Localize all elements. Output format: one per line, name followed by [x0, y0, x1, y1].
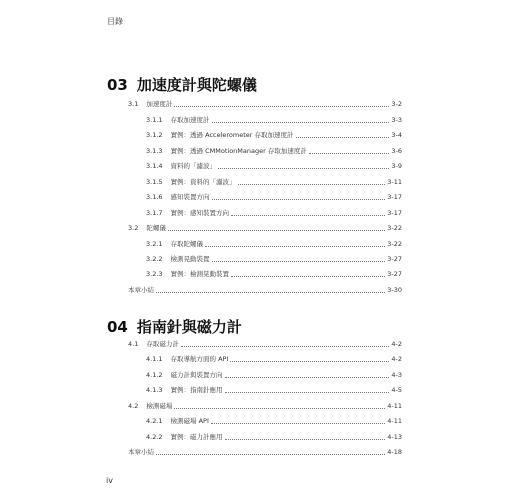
toc-leader-dots [296, 136, 390, 138]
toc-entry[interactable] [146, 384, 402, 396]
toc-section-number: 3.2 [128, 224, 139, 232]
chapter-number: 03 [107, 76, 128, 94]
toc-entry[interactable] [128, 400, 402, 412]
toc-page-number: 4-11 [387, 402, 402, 410]
toc-section-number: 4.1.3 [146, 386, 163, 394]
toc-section-number: 3.1.2 [146, 131, 163, 139]
toc-section-number: 4.2.2 [146, 433, 163, 441]
toc-entry-label: 實例：指南針應用 [170, 386, 223, 394]
toc-leader-dots [309, 152, 390, 154]
running-header: 目錄 [107, 17, 123, 26]
toc-section-number: 3.1.6 [146, 193, 163, 201]
toc-entry[interactable] [146, 207, 402, 219]
toc-entry-summary[interactable] [128, 446, 402, 458]
chapter-number: 04 [107, 318, 128, 336]
toc-leader-dots [238, 183, 386, 185]
toc-entry[interactable] [146, 431, 402, 443]
toc-entry-label: 檢測磁場 [146, 402, 173, 410]
toc-entry-label: 實例：透過 CMMotionManager 存取加速度計 [170, 147, 307, 155]
toc-entry-label: 檢測晃動裝置 [170, 255, 210, 263]
toc-leader-dots [231, 275, 385, 277]
toc-entry-label: 感知裝置方向 [170, 193, 210, 201]
toc-leader-dots [212, 260, 386, 262]
chapter-name: 指南針與磁力計 [136, 318, 242, 336]
toc-leader-dots [225, 438, 386, 440]
toc-entry-label: 檢測磁場 API [170, 417, 209, 425]
toc-page-number: 3-30 [387, 286, 402, 294]
toc-leader-dots [225, 376, 390, 378]
chapter-title [107, 316, 242, 337]
toc-entry-label: 實例：磁力計應用 [170, 433, 223, 441]
toc-leader-dots [231, 214, 385, 216]
toc-section-number: 4.1.1 [146, 355, 163, 363]
toc-page-number: 3-11 [387, 178, 402, 186]
toc-section-number: 4.2.1 [146, 417, 163, 425]
toc-entry-label: 本章小結 [128, 286, 154, 294]
toc-section-number: 3.1.7 [146, 209, 163, 217]
toc-page-number: 3-22 [387, 240, 402, 248]
toc-page-number: 4-11 [387, 417, 402, 425]
toc-page-number: 3-9 [391, 162, 402, 170]
toc-entry-label: 存取加速度計 [170, 116, 210, 124]
toc-entry[interactable] [146, 129, 402, 141]
toc-page-number: 4-5 [391, 386, 402, 394]
toc-entry-label: 實例：資料的「濾波」 [170, 178, 236, 186]
toc-entry-label: 磁力計與裝置方向 [170, 371, 223, 379]
chapter-title [107, 74, 257, 95]
toc-entry[interactable] [146, 268, 402, 280]
toc-page-number: 4-13 [387, 433, 402, 441]
toc-entry-label: 存取導航方面的 API [170, 355, 229, 363]
toc-page-number: 3-4 [391, 131, 402, 139]
toc-leader-dots [212, 121, 390, 123]
toc-section-number: 3.2.3 [146, 270, 163, 278]
toc-leader-dots [181, 345, 390, 347]
toc-section-number: 3.2.2 [146, 255, 163, 263]
toc-entry-label: 本章小結 [128, 448, 154, 456]
toc-entry[interactable] [128, 222, 402, 234]
toc-entry-label: 實例：感知裝置方向 [170, 209, 230, 217]
toc-page-number: 3-17 [387, 209, 402, 217]
toc-leader-dots [230, 360, 389, 362]
toc-leader-dots [212, 198, 386, 200]
toc-entry[interactable] [146, 145, 402, 157]
toc-page-number: 3-17 [387, 193, 402, 201]
toc-section-number: 4.2 [128, 402, 139, 410]
toc-section-number: 3.1.3 [146, 147, 163, 155]
toc-page-number: 4-18 [387, 448, 402, 456]
toc-leader-dots [225, 391, 390, 393]
toc-leader-dots [205, 245, 385, 247]
toc-page-number: 3-27 [387, 270, 402, 278]
toc-entry[interactable] [146, 238, 402, 250]
toc-entry-label: 實例：透過 Accelerometer 存取加速度計 [170, 131, 294, 139]
toc-section-number: 4.1 [128, 340, 139, 348]
toc-entry[interactable] [146, 369, 402, 381]
toc-section-number: 3.1.5 [146, 178, 163, 186]
toc-section-number: 4.1.2 [146, 371, 163, 379]
toc-entry[interactable] [128, 338, 402, 350]
toc-entry-label: 實例：檢測晃動裝置 [170, 270, 230, 278]
toc-section-number: 3.1.4 [146, 162, 163, 170]
toc-entry-label: 存取陀螺儀 [170, 240, 204, 248]
toc-section-number: 3.2.1 [146, 240, 163, 248]
toc-page-number: 3-3 [391, 116, 402, 124]
toc-leader-dots [174, 105, 389, 107]
toc-leader-dots [156, 291, 385, 293]
toc-page-number: 3-6 [391, 147, 402, 155]
toc-entry[interactable] [146, 114, 402, 126]
toc-page-number: 4-3 [391, 371, 402, 379]
toc-leader-dots [168, 229, 385, 231]
toc-entry[interactable] [146, 176, 402, 188]
chapter-name: 加速度計與陀螺儀 [136, 76, 257, 94]
toc-leader-dots [174, 407, 385, 409]
toc-section-number: 3.1 [128, 100, 139, 108]
toc-entry-label: 資料的「濾波」 [170, 162, 217, 170]
toc-leader-dots [218, 167, 389, 169]
toc-entry[interactable] [146, 253, 402, 265]
toc-page-number: 4-2 [391, 355, 402, 363]
toc-leader-dots [156, 453, 385, 455]
toc-section-number: 3.1.1 [146, 116, 163, 124]
toc-entry[interactable] [146, 191, 402, 203]
toc-entry-label: 陀螺儀 [146, 224, 166, 232]
toc-entry[interactable] [146, 415, 402, 427]
toc-page-number: 3-22 [387, 224, 402, 232]
toc-entry[interactable] [128, 98, 402, 110]
toc-entry-label: 加速度計 [146, 100, 173, 108]
toc-page-number: 3-2 [391, 100, 402, 108]
toc-leader-dots [211, 422, 385, 424]
toc-entry[interactable] [146, 353, 402, 365]
toc-entry[interactable] [146, 160, 402, 172]
toc-page-number: 4-2 [391, 340, 402, 348]
toc-entry-label: 存取磁力計 [146, 340, 179, 348]
toc-page-number: 3-27 [387, 255, 402, 263]
page-number: iv [106, 476, 113, 485]
toc-entry-summary[interactable] [128, 284, 402, 296]
